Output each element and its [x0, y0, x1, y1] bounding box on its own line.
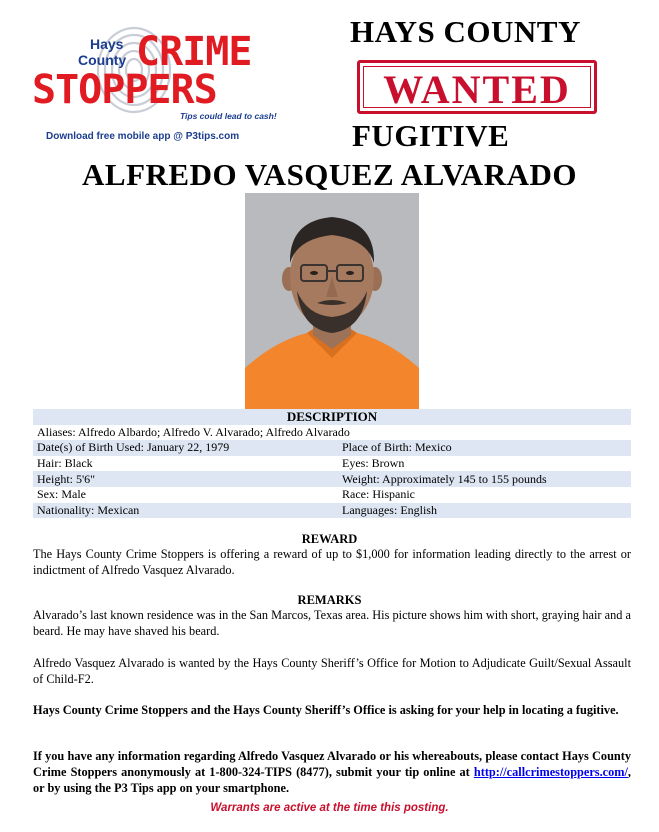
warrant-footer: Warrants are active at the time this posting.	[210, 802, 449, 814]
logo-tagline: Tips could lead to cash!	[180, 111, 277, 121]
logo-hays: Hays	[90, 36, 124, 52]
birthplace-cell: Place of Birth: Mexico	[338, 440, 631, 456]
eyes-cell: Eyes: Brown	[342, 456, 405, 471]
languages-cell: Languages: English	[338, 503, 631, 519]
description-table	[33, 409, 631, 518]
reward-text: The Hays County Crime Stoppers is offering a reward of up to $1,000 for information leading directly to the arrest or indictment of Alfredo Vasquez Alvarado.	[33, 547, 631, 577]
contact-paragraph	[33, 748, 631, 796]
header-county: HAYS COUNTY	[350, 14, 581, 49]
nationality-cell: Nationality: Mexican	[33, 503, 338, 519]
aliases-cell: Aliases: Alfredo Albardo; Alfredo V. Alvarado; Alfredo Alvarado	[37, 424, 350, 439]
logo-crime: CRIME	[136, 29, 252, 75]
dob-cell: Date(s) of Birth Used: January 22, 1979	[33, 440, 338, 456]
mugshot-photo	[245, 193, 419, 409]
remarks-paragraph-1: Alvarado’s last known residence was in the San Marcos, Texas area. His picture shows him with short, graying hair and a beard. He may have shaved his beard.	[33, 608, 631, 638]
subject-name: ALFREDO VASQUEZ ALVARADO	[82, 157, 577, 192]
reward-heading: REWARD	[301, 532, 358, 546]
race-cell: Race: Hispanic	[342, 487, 415, 502]
sex-cell: Sex: Male	[37, 487, 86, 502]
remarks-paragraph-3: Hays County Crime Stoppers and the Hays County Sheriff’s Office is asking for your help in locating a fugitive.	[33, 703, 619, 717]
wanted-text: WANTED	[383, 67, 571, 112]
crime-stoppers-logo	[30, 25, 292, 150]
logo-stoppers: STOPPERS	[32, 67, 217, 113]
hair-cell: Hair: Black	[37, 456, 93, 471]
remarks-heading: REMARKS	[297, 593, 362, 607]
contact-text: If you have any information regarding Alfredo Vasquez Alvarado or his whereabouts, please contact Hays County Crime Stoppers anonymously at 1-800-324-TIPS (8477), submit your tip online at	[33, 749, 631, 779]
contact-text-end: , or by using the P3 Tips app on your smartphone.	[33, 765, 631, 795]
height-cell: Height: 5'6"	[33, 471, 338, 487]
logo-county: County	[78, 52, 127, 68]
remarks-paragraph-2: Alfredo Vasquez Alvarado is wanted by the Hays County Sheriff’s Office for Motion to Adjudicate Guilt/Sexual Assault of Child-F2.	[33, 656, 631, 686]
crimestoppers-link[interactable]: http://callcrimestoppers.com/	[473, 765, 628, 779]
mugshot-illustration	[245, 193, 419, 409]
description-heading: DESCRIPTION	[33, 409, 631, 425]
header-fugitive: FUGITIVE	[352, 118, 510, 153]
weight-cell: Weight: Approximately 145 to 155 pounds	[338, 471, 631, 487]
logo-app-line: Download free mobile app @ P3tips.com	[46, 131, 240, 142]
wanted-stamp	[357, 60, 597, 114]
